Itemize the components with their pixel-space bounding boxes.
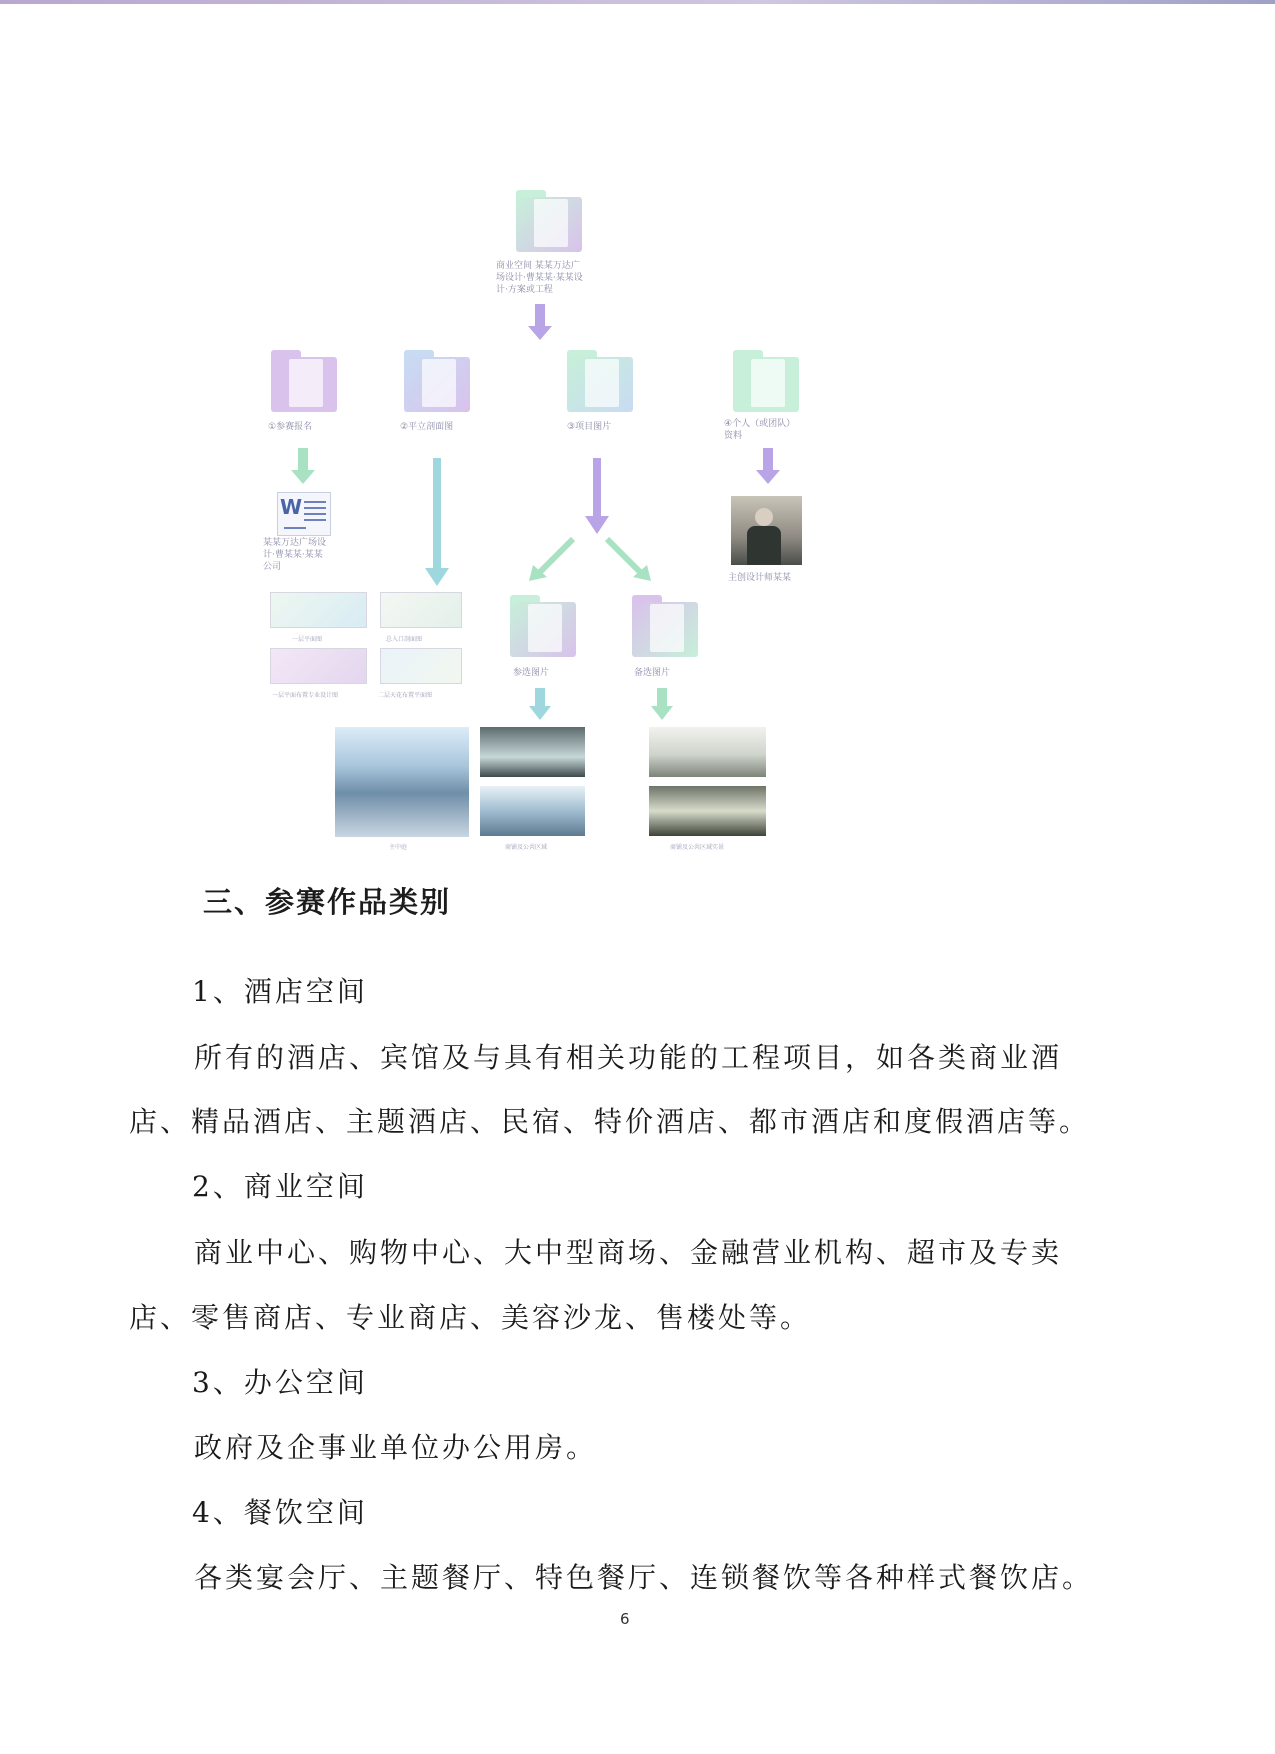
folder-drawings-icon bbox=[404, 350, 470, 412]
item-description-line: 所有的酒店、宾馆及与具有相关功能的工程项目，如各类商业酒 bbox=[194, 1041, 1063, 1074]
item-title: 1、酒店空间 bbox=[192, 975, 368, 1008]
photo-caption: 商铺及公共区域 bbox=[505, 844, 548, 851]
floor-plan-thumbnail bbox=[270, 592, 367, 628]
word-document-icon: W bbox=[277, 492, 331, 536]
atrium-photo bbox=[335, 727, 469, 837]
folder-profile-icon bbox=[733, 350, 799, 412]
arrow-down-icon bbox=[585, 458, 609, 534]
arrow-down-icon bbox=[425, 458, 449, 586]
photo-caption: 主中庭 bbox=[389, 844, 408, 851]
word-document-label: 某某万达广场设 计·曹某某·某某 公司 bbox=[263, 538, 327, 572]
photo-caption: 商铺及公共区域实景 bbox=[670, 844, 725, 851]
item-title: 3、办公空间 bbox=[192, 1366, 368, 1399]
root-folder-label: 商业空间 某某万达广 场设计·曹某某·某某设 计·方案或工程 bbox=[496, 261, 583, 295]
plan-caption: 二层天花布置平面图 bbox=[378, 692, 433, 699]
item-description-line: 各类宴会厅、主题餐厅、特色餐厅、连锁餐饮等各种样式餐饮店。 bbox=[194, 1561, 1094, 1594]
page-number: 6 bbox=[620, 1610, 630, 1628]
plan-caption: 一层平面布置专业设计图 bbox=[272, 692, 339, 699]
folder-registration-label: ①参赛报名 bbox=[268, 422, 313, 432]
section-heading: 三、参赛作品类别 bbox=[203, 885, 452, 919]
arrow-down-icon bbox=[529, 688, 551, 720]
interior-photo bbox=[649, 727, 766, 777]
item-description-line: 店、精品酒店、主题酒店、民宿、特价酒店、都市酒店和度假酒店等。 bbox=[129, 1105, 1091, 1138]
submission-structure-diagram bbox=[0, 0, 1275, 860]
designer-photo bbox=[731, 496, 802, 565]
ceiling-plan-thumbnail bbox=[380, 648, 462, 684]
arrow-down-icon bbox=[651, 688, 673, 720]
item-description-line: 商业中心、购物中心、大中型商场、金融营业机构、超市及专卖 bbox=[194, 1236, 1063, 1269]
folder-photos-icon bbox=[567, 350, 633, 412]
item-title: 2、商业空间 bbox=[192, 1170, 368, 1203]
arrow-down-icon bbox=[528, 304, 552, 340]
selected-photos-label: 参选图片 bbox=[513, 668, 550, 678]
backup-photos-label: 备选图片 bbox=[634, 668, 671, 678]
arrow-down-icon bbox=[291, 448, 315, 484]
folder-drawings-label: ②平立剖面图 bbox=[400, 422, 454, 432]
section-drawing-thumbnail bbox=[380, 592, 462, 628]
item-title: 4、餐饮空间 bbox=[192, 1496, 368, 1529]
selected-photos-folder-icon bbox=[510, 595, 576, 657]
item-description-line: 政府及企事业单位办公用房。 bbox=[194, 1431, 598, 1464]
item-description-line: 店、零售商店、专业商店、美容沙龙、售楼处等。 bbox=[129, 1301, 812, 1334]
plan-caption: 一层平面图 bbox=[292, 636, 323, 643]
arrow-down-icon bbox=[756, 448, 780, 484]
designer-label: 主创设计师某某 bbox=[728, 573, 792, 583]
root-folder-icon bbox=[516, 190, 582, 252]
folder-photos-label: ③项目图片 bbox=[567, 422, 612, 432]
folder-registration-icon bbox=[271, 350, 337, 412]
plan-caption: 总入口剖面图 bbox=[386, 636, 423, 643]
arrow-split-icon bbox=[525, 535, 655, 585]
folder-profile-label: ④个人（或团队） 资料 bbox=[724, 419, 796, 441]
layout-plan-thumbnail bbox=[270, 648, 367, 684]
interior-photo bbox=[649, 786, 766, 836]
interior-photo bbox=[480, 786, 585, 836]
interior-photo bbox=[480, 727, 585, 777]
backup-photos-folder-icon bbox=[632, 595, 698, 657]
